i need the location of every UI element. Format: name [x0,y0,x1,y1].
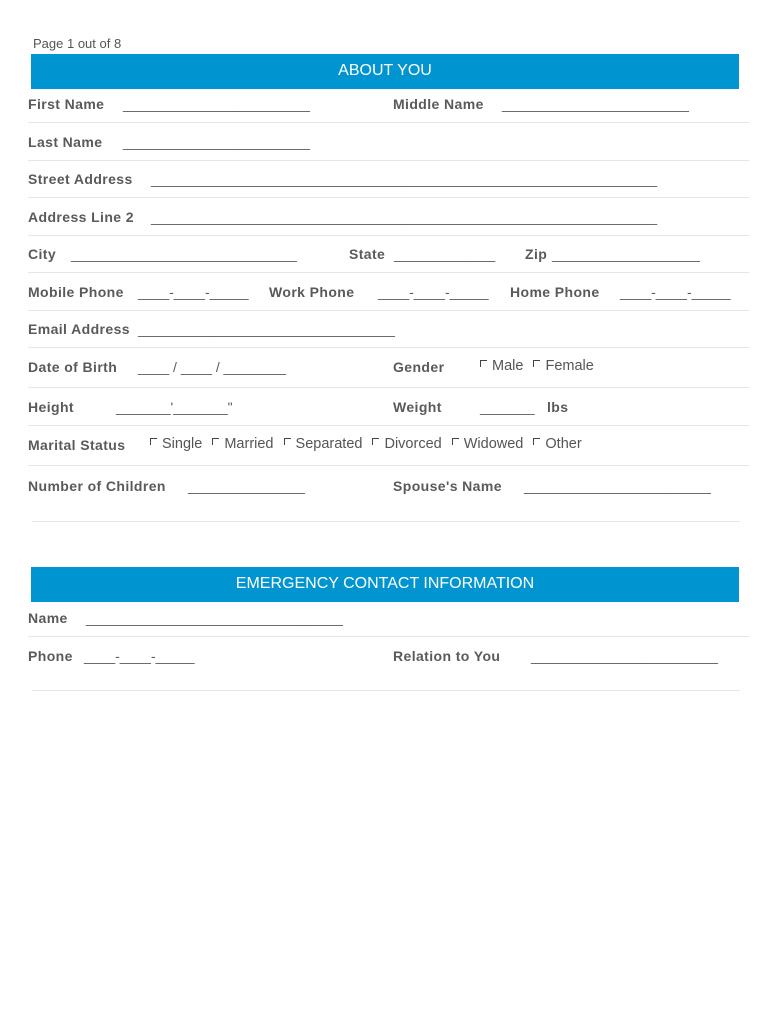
middle-name-field[interactable]: ________________________ [502,96,689,112]
checkbox-icon [372,438,379,445]
email-field[interactable]: _________________________________ [138,321,395,337]
checkbox-icon [284,438,291,445]
state-field[interactable]: _____________ [394,246,496,262]
home-phone-field[interactable]: ____-____-_____ [620,284,731,300]
number-of-children-label: Number of Children [28,478,166,494]
divider [28,310,749,311]
marital-option-divorced[interactable]: Divorced [372,436,441,452]
divider [28,636,749,637]
marital-status-label: Marital Status [28,437,126,453]
divider [28,235,749,236]
divider [28,272,749,273]
city-field[interactable]: _____________________________ [71,246,297,262]
marital-option-other[interactable]: Other [533,436,581,452]
marital-option-married[interactable]: Married [212,436,273,452]
home-phone-label: Home Phone [510,284,600,300]
divider [28,197,749,198]
marital-option-widowed[interactable]: Widowed [452,436,524,452]
section-divider [32,690,740,691]
checkbox-icon [480,360,487,367]
email-label: Email Address [28,321,130,337]
height-field[interactable]: _______'_______" [116,399,233,415]
address-line-2-field[interactable]: _________________________________________________________________ [151,209,658,225]
divider [28,465,749,466]
middle-name-label: Middle Name [393,96,484,112]
weight-label: Weight [393,399,442,415]
state-label: State [349,246,386,262]
checkbox-icon [533,438,540,445]
emergency-name-label: Name [28,610,68,626]
work-phone-field[interactable]: ____-____-_____ [378,284,489,300]
mobile-phone-label: Mobile Phone [28,284,124,300]
work-phone-label: Work Phone [269,284,355,300]
divider [28,425,749,426]
divider [28,160,749,161]
address-line-2-label: Address Line 2 [28,209,134,225]
emergency-contact-header: EMERGENCY CONTACT INFORMATION [31,567,739,602]
section-divider [32,521,740,522]
gender-options [480,358,600,374]
about-you-header: ABOUT YOU [31,54,739,89]
zip-field[interactable]: ___________________ [552,246,700,262]
divider [28,347,749,348]
dob-field[interactable]: ____ / ____ / ________ [138,359,286,375]
checkbox-icon [212,438,219,445]
first-name-label: First Name [28,96,105,112]
weight-field[interactable]: _______ [480,399,535,415]
number-of-children-field[interactable]: _______________ [188,478,305,494]
divider [28,122,749,123]
checkbox-icon [533,360,540,367]
gender-label: Gender [393,359,445,375]
marital-option-separated[interactable]: Separated [284,436,363,452]
street-address-label: Street Address [28,171,133,187]
emergency-phone-label: Phone [28,648,73,664]
spouse-name-label: Spouse's Name [393,478,502,494]
gender-option-female[interactable]: Female [533,358,593,374]
weight-unit: lbs [547,399,569,415]
spouse-name-field[interactable]: ________________________ [524,478,711,494]
emergency-phone-field[interactable]: ____-____-_____ [84,648,195,664]
mobile-phone-field[interactable]: ____-____-_____ [138,284,249,300]
dob-label: Date of Birth [28,359,118,375]
relation-label: Relation to You [393,648,501,664]
relation-field[interactable]: ________________________ [531,648,718,664]
emergency-name-field[interactable]: _________________________________ [86,610,343,626]
gender-option-male[interactable]: Male [480,358,523,374]
page-indicator: Page 1 out of 8 [33,36,122,51]
city-label: City [28,246,57,262]
street-address-field[interactable]: _________________________________________________________________ [151,171,658,187]
last-name-field[interactable]: ________________________ [123,134,310,150]
last-name-label: Last Name [28,134,103,150]
marital-option-single[interactable]: Single [150,436,202,452]
checkbox-icon [150,438,157,445]
checkbox-icon [452,438,459,445]
height-label: Height [28,399,74,415]
marital-status-options [150,436,588,452]
divider [28,387,749,388]
zip-label: Zip [525,246,548,262]
first-name-field[interactable]: ________________________ [123,96,310,112]
